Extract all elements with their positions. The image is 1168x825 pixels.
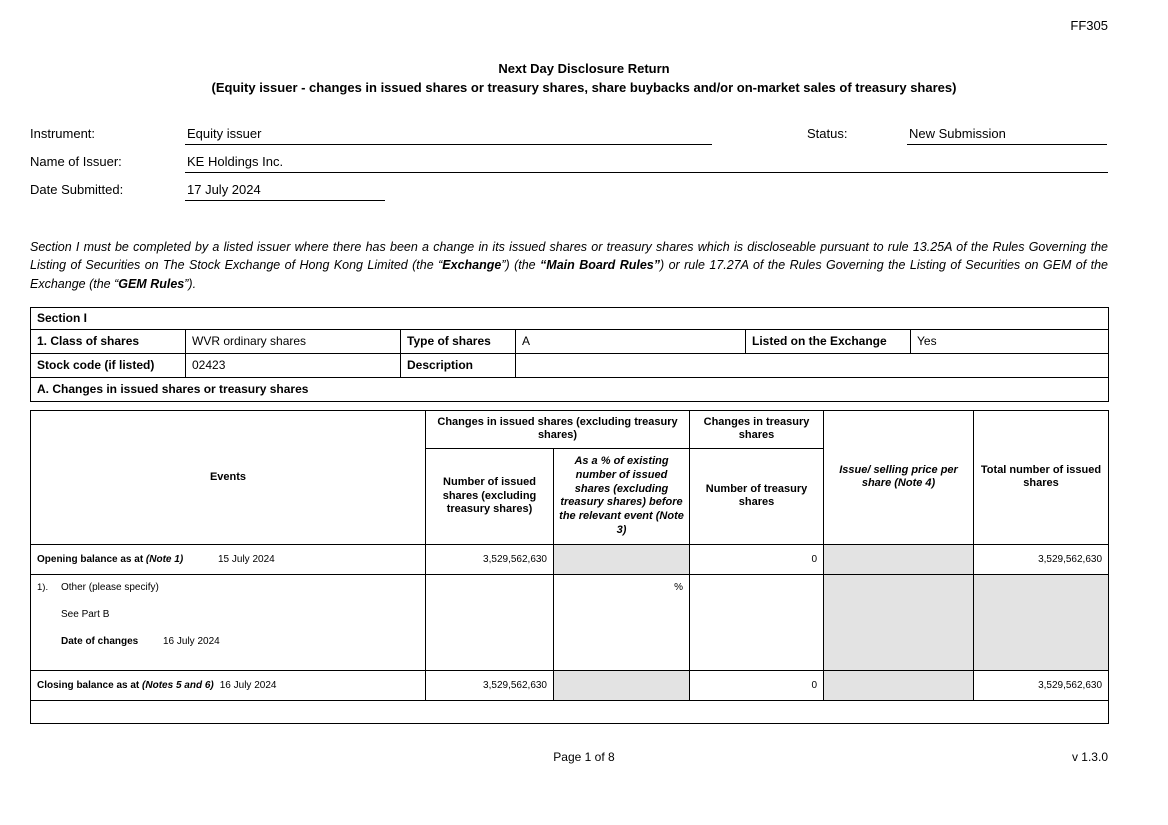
type-of-shares-label: Type of shares [401, 329, 516, 353]
treasury-shares-group-header: Changes in treasury shares [690, 410, 824, 448]
opening-balance-label [37, 554, 212, 565]
part-a-header-row [31, 377, 1109, 401]
intro-text-2: ”) (the [501, 258, 541, 273]
issuer-row [30, 154, 1108, 182]
closing-balance-label-cell [31, 670, 426, 700]
instrument-row [30, 126, 1108, 154]
event-num-issued-cell [426, 574, 554, 670]
opening-balance-label-text: Opening balance as at [37, 553, 146, 565]
closing-balance-note: (Notes 5 and 6) [142, 679, 214, 691]
closing-total: 3,529,562,630 [974, 670, 1109, 700]
type-of-shares-value: A [516, 329, 746, 353]
listed-on-exchange-value: Yes [911, 329, 1109, 353]
closing-num-treasury: 0 [690, 670, 824, 700]
header-fields [30, 126, 1108, 210]
issuer-name-value: KE Holdings Inc. [185, 154, 1108, 173]
event-index: 1). [37, 581, 49, 593]
opening-balance-note: (Note 1) [145, 553, 184, 565]
issued-shares-group-header: Changes in issued shares (excluding treasury shares) [426, 410, 690, 448]
closing-pct-cell-shaded [554, 670, 690, 700]
price-per-share-header: Issue/ selling price per share (Note 4) [824, 410, 974, 544]
instrument-value: Equity issuer [185, 126, 712, 145]
intro-bold-gem-rules: GEM Rules [118, 277, 185, 292]
opening-balance-date: 15 July 2024 [218, 553, 275, 565]
opening-price-cell-shaded [824, 544, 974, 574]
part-a-title: A. Changes in issued shares or treasury shares [31, 377, 1109, 401]
event-row [31, 574, 1109, 670]
event-details-cell [31, 574, 426, 670]
opening-balance-label-cell [31, 544, 426, 574]
date-submitted-value: 17 July 2024 [185, 182, 385, 201]
stock-code-value: 02423 [186, 353, 401, 377]
event-pct-cell: % [554, 574, 690, 670]
status-value: New Submission [907, 126, 1107, 145]
number-issued-shares-header: Number of issued shares (excluding treasury shares) [426, 448, 554, 544]
event-title-line [37, 582, 419, 594]
page-footer [0, 750, 1168, 764]
event-detail-line: See Part B [61, 608, 110, 620]
opening-num-issued: 3,529,562,630 [426, 544, 554, 574]
title-line-1: Next Day Disclosure Return [498, 61, 670, 76]
changes-table [30, 410, 1109, 724]
event-num-treasury-cell [690, 574, 824, 670]
intro-text-4: ”). [184, 277, 197, 292]
listed-on-exchange-label: Listed on the Exchange [746, 329, 911, 353]
class-of-shares-value: WVR ordinary shares [186, 329, 401, 353]
event-label: Other (please specify) [61, 581, 159, 593]
class-of-shares-row [31, 329, 1109, 353]
event-price-cell-shaded [824, 574, 974, 670]
event-total-cell-shaded [974, 574, 1109, 670]
opening-pct-cell-shaded [554, 544, 690, 574]
empty-row-cell [31, 700, 1109, 723]
stock-code-label: Stock code (if listed) [31, 353, 186, 377]
intro-text-1: Section I must be completed by a listed issuer where there has been a change in its issued shares or treasury shares which is discloseable pursuant to rule 13.25A of the Rules Governing the Listing of Securities on The Stock Exchange of Hong Kong Limited (the “ [30, 239, 1108, 273]
section1-header-row [31, 307, 1109, 329]
closing-num-issued: 3,529,562,630 [426, 670, 554, 700]
percent-existing-shares-header: As a % of existing number of issued shares (excluding treasury shares) before the relevant event (Note 3) [554, 448, 690, 544]
events-header: Events [31, 410, 426, 544]
intro-bold-main-board-rules: “Main Board Rules” [540, 258, 661, 273]
empty-row [31, 700, 1109, 723]
total-issued-shares-header: Total number of issued shares [974, 410, 1109, 544]
issuer-name-label: Name of Issuer: [30, 153, 122, 169]
title-line-2: (Equity issuer - changes in issued shares or treasury shares, share buybacks and/or on-market sales of treasury shares) [211, 79, 957, 95]
description-label: Description [401, 353, 516, 377]
description-value [516, 353, 1109, 377]
form-code: FF305 [1070, 18, 1108, 33]
date-submitted-row [30, 182, 1108, 210]
section1-title: Section I [31, 307, 1109, 329]
opening-balance-row [31, 544, 1109, 574]
instrument-label: Instrument: [30, 125, 96, 141]
changes-header-row-1 [31, 410, 1109, 448]
opening-total: 3,529,562,630 [974, 544, 1109, 574]
intro-text-3: ) or rule 17.27A of the Rules Governing the Listing of Securities on GEM of the Exchange (the “ [30, 258, 1109, 292]
opening-num-treasury: 0 [690, 544, 824, 574]
closing-balance-label [37, 680, 214, 691]
status-label: Status: [807, 125, 848, 141]
event-date-value: 16 July 2024 [163, 635, 220, 647]
intro-bold-exchange: Exchange [442, 258, 502, 273]
closing-balance-label-text: Closing balance as at [37, 679, 143, 691]
page-number: Page 1 of 8 [553, 750, 615, 764]
event-date-label: Date of changes [61, 635, 139, 647]
closing-balance-row [31, 670, 1109, 700]
closing-balance-date: 16 July 2024 [219, 679, 277, 691]
class-of-shares-label: 1. Class of shares [31, 329, 186, 353]
closing-price-cell-shaded [824, 670, 974, 700]
number-treasury-shares-header: Number of treasury shares [690, 448, 824, 544]
version-number: v 1.3.0 [1071, 750, 1108, 764]
intro-paragraph [30, 238, 1108, 294]
stock-code-row [31, 353, 1109, 377]
document-title [0, 0, 1168, 98]
event-date-line [61, 636, 419, 648]
date-submitted-label: Date Submitted: [30, 181, 124, 197]
section1-table [30, 307, 1109, 402]
